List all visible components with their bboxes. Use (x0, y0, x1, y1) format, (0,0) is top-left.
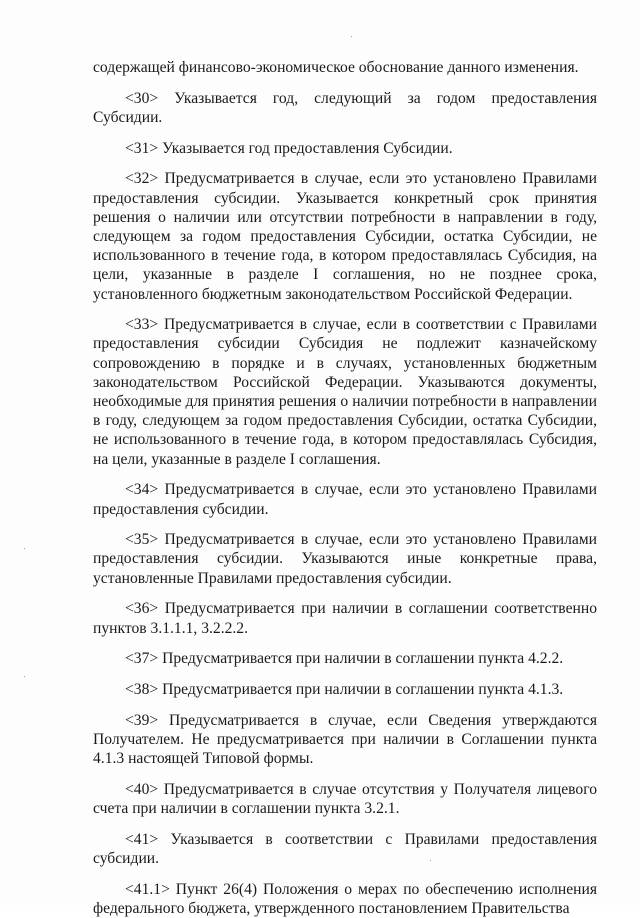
footnote-40: <40> Предусматривается в случае отсутствия у Получателя лицевого счета при наличии в соглашении пункта 3.2.1. (93, 780, 597, 817)
footnote-41: <41> Указывается в соответствии с Правилами предоставления субсидии. (93, 830, 597, 867)
footnote-31: <31> Указывается год предоставления Субсидии. (125, 139, 453, 157)
footnote-36: <36> Предусматривается при наличии в соглашении соответственно пунктов 3.1.1.1, 3.2.2.2. (93, 600, 597, 637)
footnote-30: <30> Указывается год, следующий за годом предоставления Субсидии. (93, 89, 597, 126)
footnote-35: <35> Предусматривается в случае, если это установлено Правилами предоставления субсидии. Указываются иные конкретные права, установленные Правилами предоставления субсидии. (93, 531, 597, 587)
footnote-33: <33> Предусматривается в случае, если в соответствии с Правилами предоставления субсидии Субсидия не подлежит казначейскому сопровождению в порядке и в случаях, установленных бюджетным законодательством Российской Федерации. Указываются документы, необходимые для принятия решения о наличии потребности в направлении в году, следующем за годом предоставления Субсидии, остатка Субсидии, не использованного в течение года, в котором предоставлялась Субсидия, на цели, указанные в разделе I соглашения. (93, 316, 597, 468)
scan-speck (24, 676, 25, 677)
scan-speck (351, 36, 352, 37)
footnote-38: <38> Предусматривается при наличии в соглашении пункта 4.1.3. (125, 680, 564, 698)
footnote-39: <39> Предусматривается в случае, если Сведения утверждаются Получателем. Не предусматривается при наличии в Соглашении пункта 4.1.3 настоящей Типовой формы. (93, 711, 597, 768)
paragraph-continuation: содержащей финансово-экономическое обоснование данного изменения. (93, 59, 579, 76)
footnote-34: <34> Предусматривается в случае, если это установлено Правилами предоставления субсидии. (93, 481, 597, 518)
document-body (93, 58, 597, 918)
footnote-37: <37> Предусматривается при наличии в соглашении пункта 4.2.2. (125, 650, 564, 668)
footnote-41-1: <41.1> Пункт 26(4) Положения о мерах по обеспечению исполнения федерального бюджета, утвержденного постановлением Правительства (93, 880, 597, 917)
footnote-32: <32> Предусматривается в случае, если это установлено Правилами предоставления субсидии. Указывается конкретный срок принятия решения о наличии или отсутствии потребности в направлении в году, следующем за годом предоставления Субсидии, остатка Субсидии, не использованного в течение года, в котором предоставлялась Субсидия, на цели, указанные в разделе I соглашения, но не позднее срока, установленного бюджетным законодательством Российской Федерации. (93, 170, 597, 303)
scan-speck (24, 548, 25, 549)
